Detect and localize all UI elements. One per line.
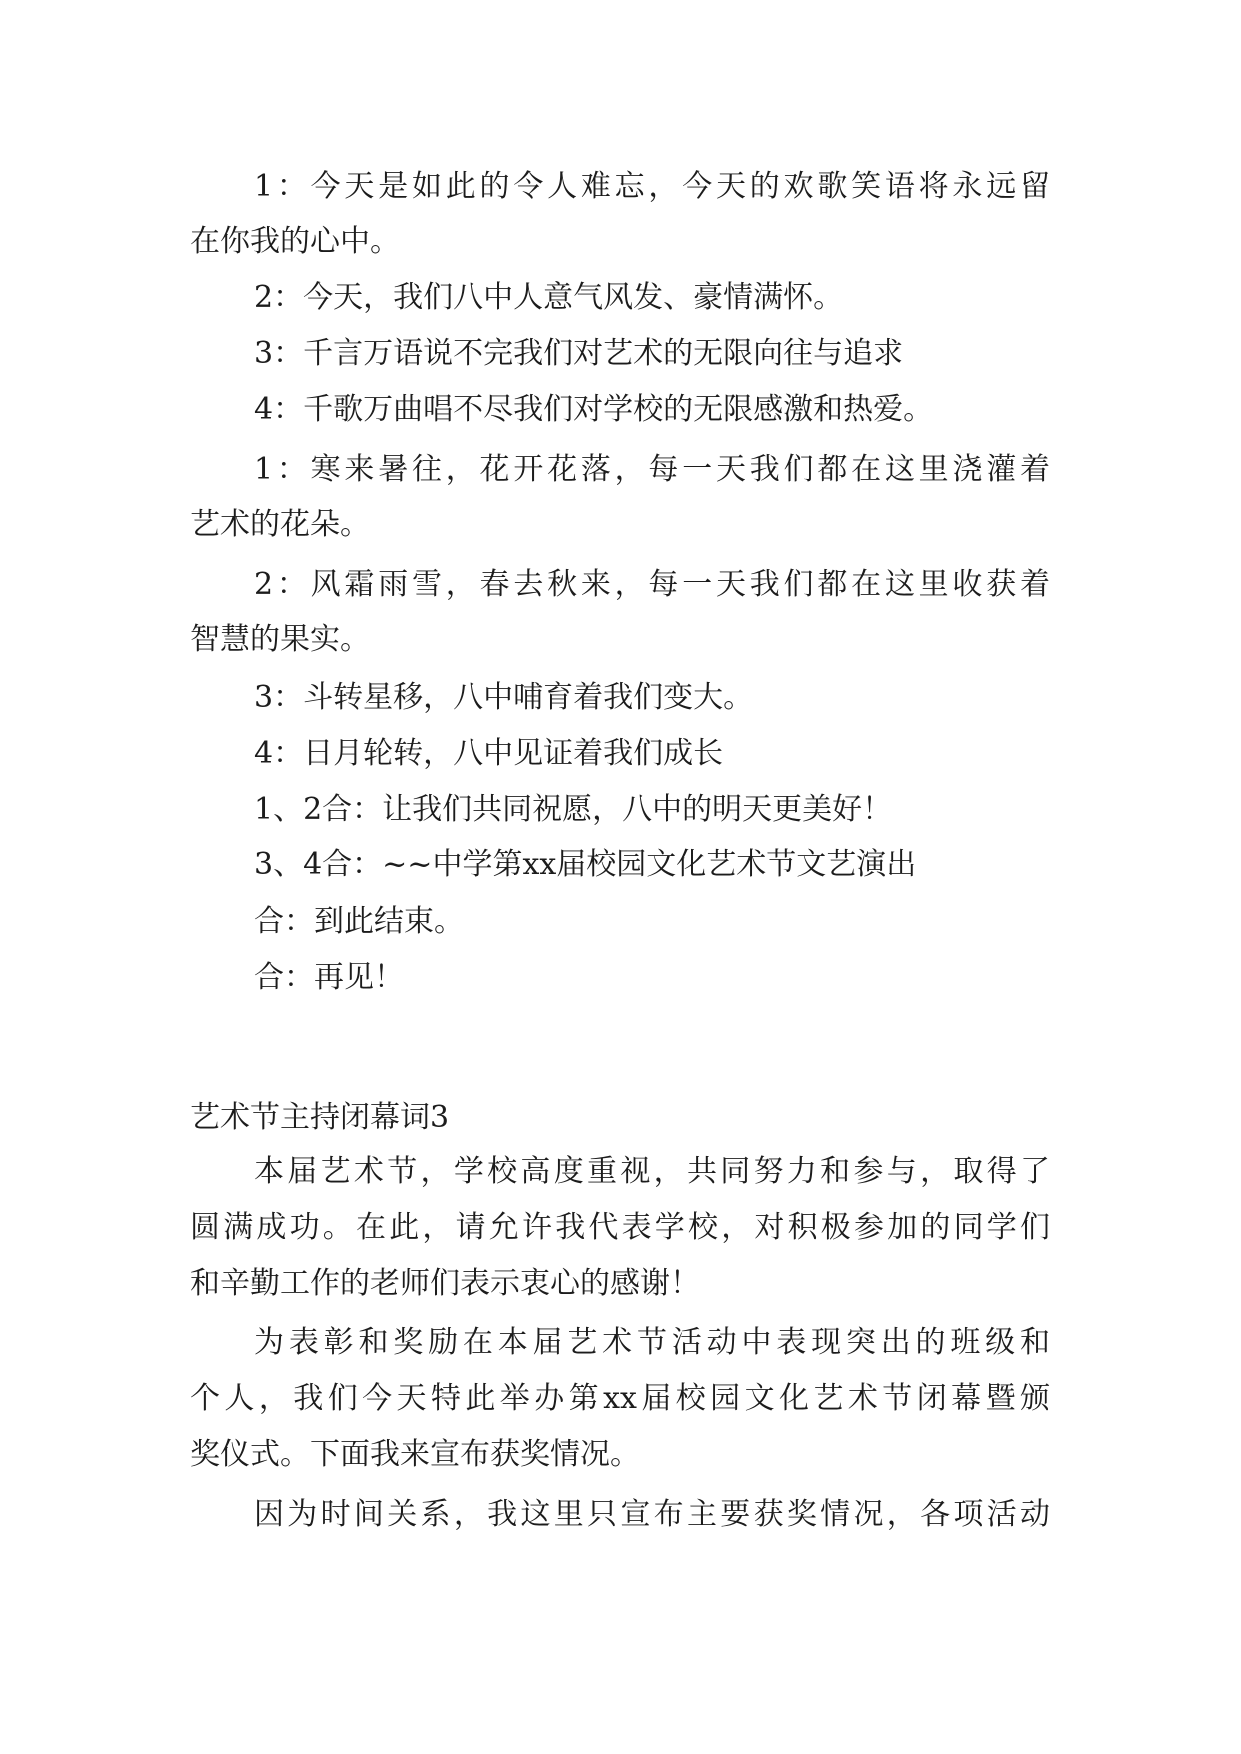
paragraph-line: 因为时间关系，我这里只宣布主要获奖情况，各项活动 [254,1497,1050,1532]
paragraph-line: 2：风霜雨雪，春去秋来，每一天我们都在这里收获着 [254,567,1050,602]
paragraph-line: 1、2合：让我们共同祝愿，八中的明天更美好！ [254,792,893,827]
paragraph-line: 4：日月轮转，八中见证着我们成长 [254,736,724,771]
paragraph-line: 合：再见！ [254,960,404,995]
paragraph-line: 4：千歌万曲唱不尽我们对学校的无限感激和热爱。 [254,392,934,427]
paragraph-line: 为表彰和奖励在本届艺术节活动中表现突出的班级和 [254,1325,1050,1360]
paragraph-line: 3：斗转星移，八中哺育着我们变大。 [254,680,754,715]
paragraph-line: 1：今天是如此的令人难忘，今天的欢歌笑语将永远留 [254,169,1050,204]
paragraph-line: 智慧的果实。 [190,622,370,657]
paragraph-line: 圆满成功。在此，请允许我代表学校，对积极参加的同学们 [190,1210,1050,1245]
paragraph-line: 个人，我们今天特此举办第xx届校园文化艺术节闭幕暨颁 [190,1381,1050,1416]
paragraph-line: 本届艺术节，学校高度重视，共同努力和参与，取得了 [254,1154,1050,1189]
paragraph-line: 1：寒来暑往，花开花落，每一天我们都在这里浇灌着 [254,452,1050,487]
paragraph-line: 艺术的花朵。 [190,507,370,542]
paragraph-line: 奖仪式。下面我来宣布获奖情况。 [190,1437,640,1472]
paragraph-line: 3、4合：~~中学第xx届校园文化艺术节文艺演出 [254,847,917,882]
paragraph-line: 2：今天，我们八中人意气风发、豪情满怀。 [254,280,844,315]
paragraph-line: 和辛勤工作的老师们表示衷心的感谢！ [190,1266,700,1301]
section-title: 艺术节主持闭幕词3 [190,1100,450,1135]
paragraph-line: 3：千言万语说不完我们对艺术的无限向往与追求 [254,336,904,371]
paragraph-line: 合：到此结束。 [254,904,464,939]
paragraph-line: 在你我的心中。 [190,224,400,259]
